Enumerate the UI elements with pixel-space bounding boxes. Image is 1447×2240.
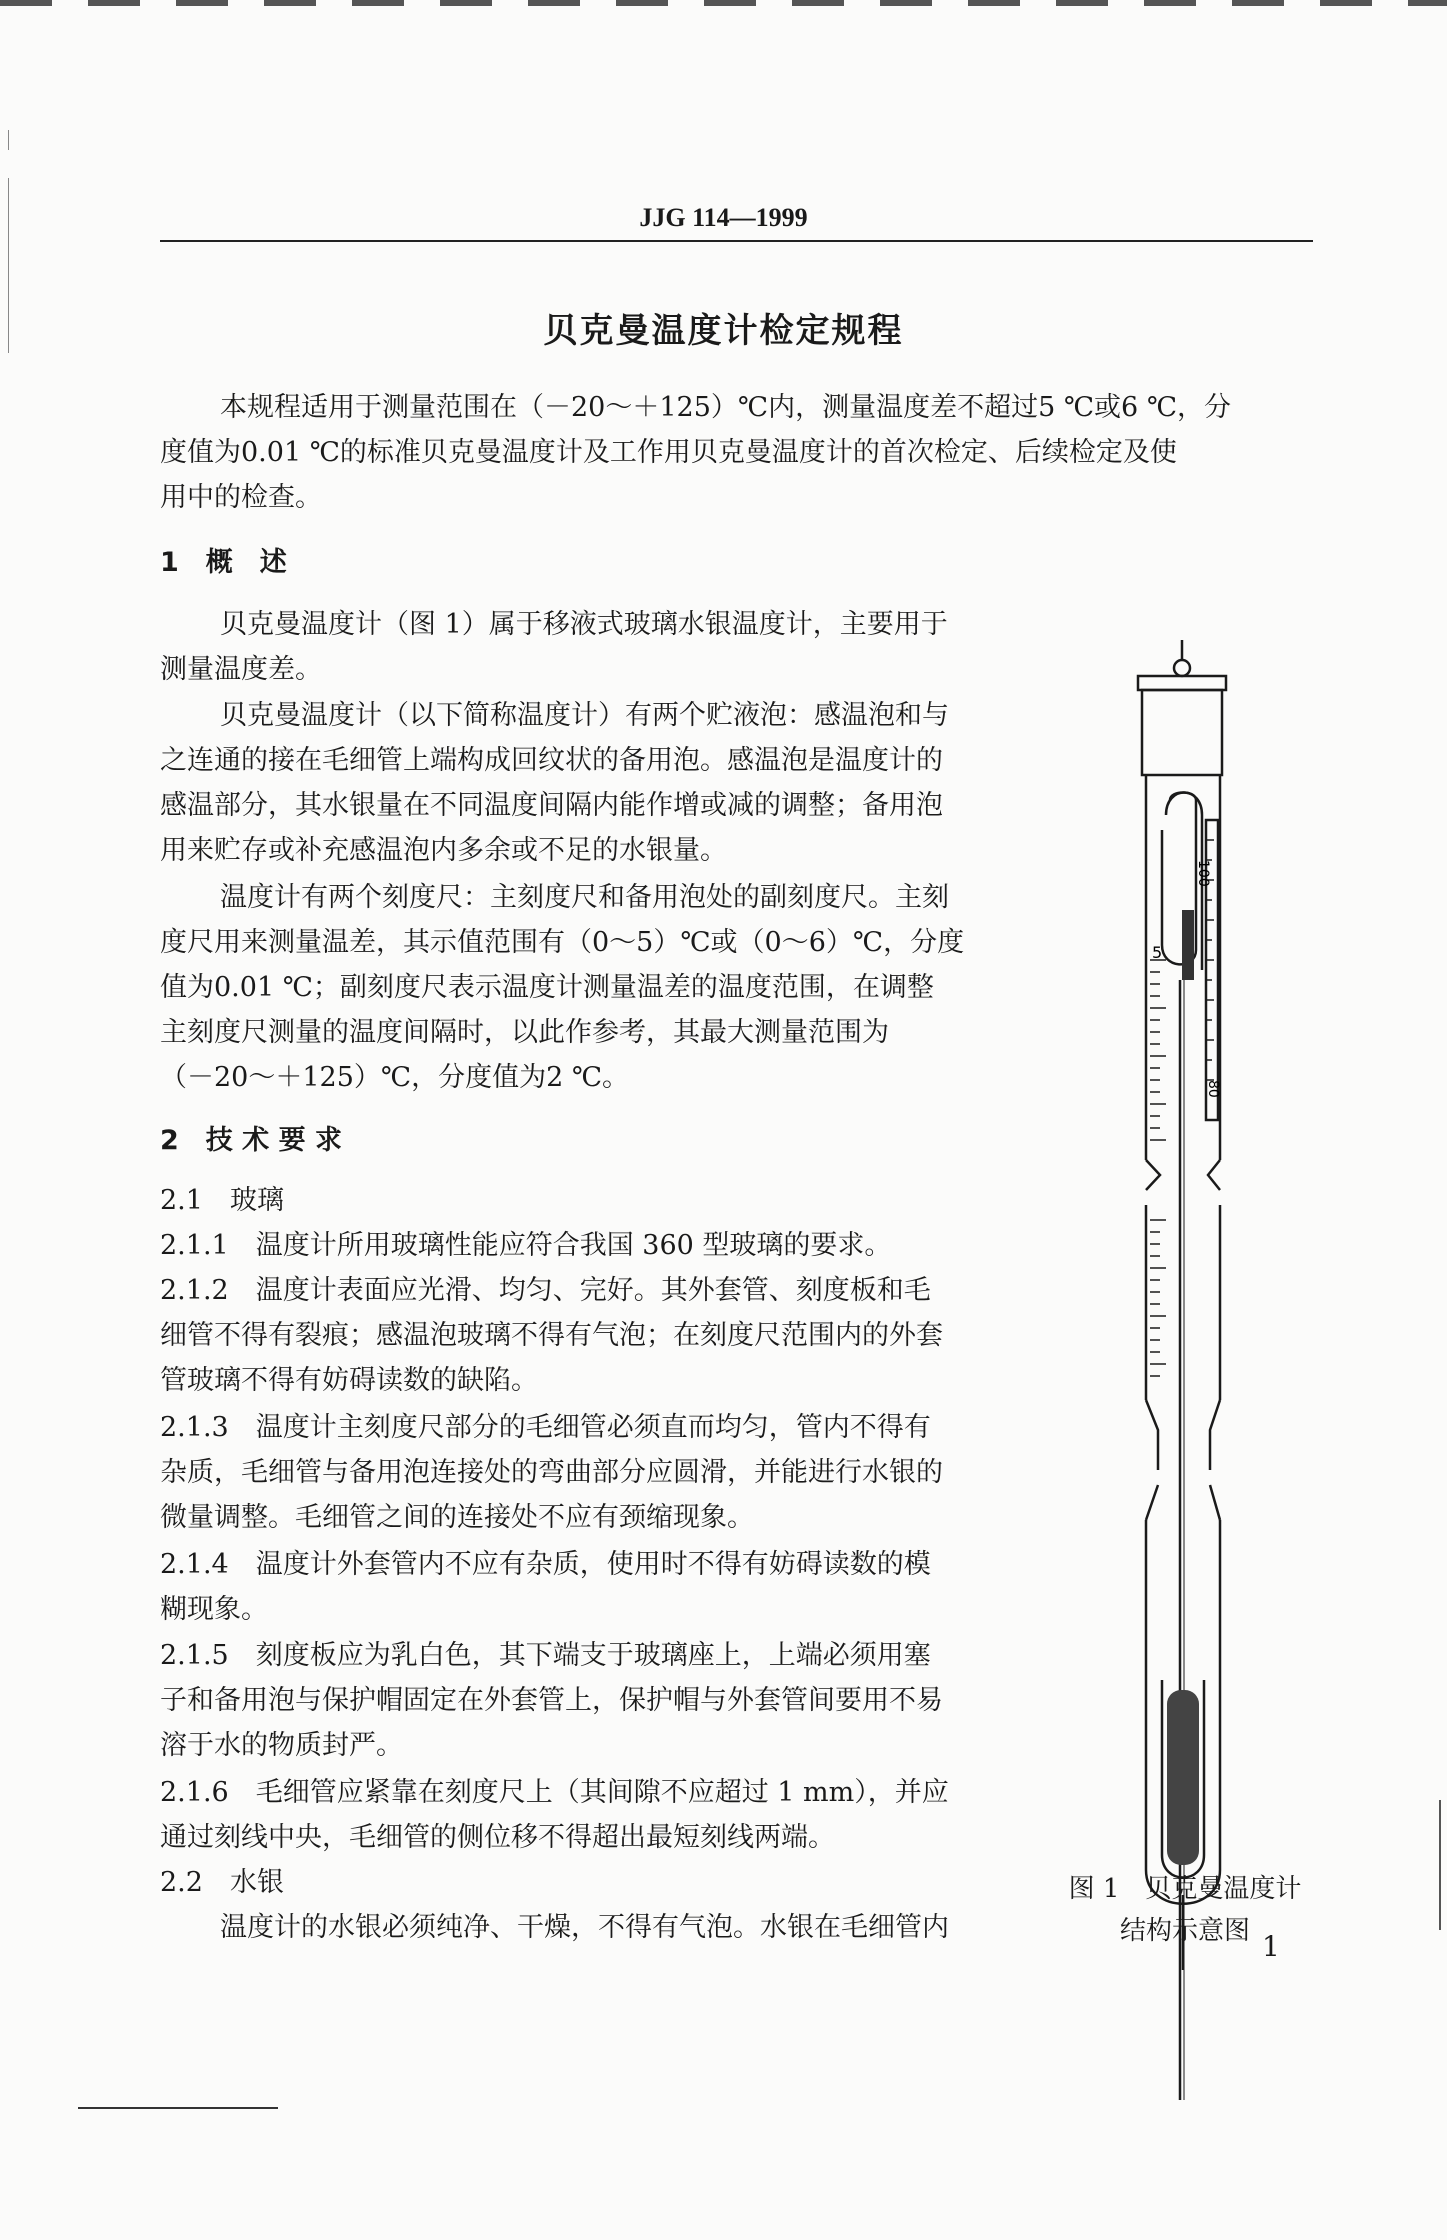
item-2-1-6-line-1: 2.1.6 毛细管应紧靠在刻度尺上（其间隙不应超过 1 mm），并应 — [160, 1777, 949, 1808]
item-2-1-2-line-2: 细管不得有裂痕；感温泡玻璃不得有气泡；在刻度尺范围内的外套 — [160, 1320, 943, 1351]
scan-edge-mark — [8, 130, 9, 150]
item-2-1-4-line-2: 糊现象。 — [160, 1594, 268, 1625]
s1-para1-line-1: 贝克曼温度计（图 1）属于移液式玻璃水银温度计，主要用于 — [220, 609, 948, 640]
s1-para2-line-3: 感温部分，其水银量在不同温度间隔内能作增或减的调整；备用泡 — [160, 790, 943, 821]
subsection-2-2-heading: 2.2 水银 — [160, 1867, 284, 1898]
s2-2-para-line-1: 温度计的水银必须纯净、干燥，不得有气泡。水银在毛细管内 — [220, 1912, 949, 1943]
footer-rule — [78, 2107, 278, 2109]
subsection-2-1-heading: 2.1 玻璃 — [160, 1185, 284, 1216]
intro-line-1: 本规程适用于测量范围在（－20～＋125）℃内，测量温度差不超过5 ℃或6 ℃，分 — [220, 392, 1232, 423]
page-number: 1 — [1262, 1930, 1280, 1963]
section-2-heading: 2 技 术 要 求 — [160, 1125, 342, 1156]
item-2-1-3-line-1: 2.1.3 温度计主刻度尺部分的毛细管必须直而均匀，管内不得有 — [160, 1412, 931, 1443]
s1-para3-line-3: 值为0.01 ℃；副刻度尺表示温度计测量温差的温度范围，在调整 — [160, 972, 934, 1003]
item-2-1-6-line-2: 通过刻线中央，毛细管的侧位移不得超出最短刻线两端。 — [160, 1822, 835, 1853]
item-2-1-5-line-3: 溶于水的物质封严。 — [160, 1730, 403, 1761]
item-2-1-5-line-2: 子和备用泡与保护帽固定在外套管上，保护帽与外套管间要用不易 — [160, 1685, 943, 1716]
intro-line-2: 度值为0.01 ℃的标准贝克曼温度计及工作用贝克曼温度计的首次检定、后续检定及使 — [160, 437, 1177, 468]
s1-para1-line-2: 测量温度差。 — [160, 654, 322, 685]
aux-scale-label-mid: 80 — [1205, 1080, 1221, 1098]
figure-caption-line-2: 结构示意图 — [1119, 1916, 1250, 1946]
item-2-1-5-line-1: 2.1.5 刻度板应为乳白色，其下端支于玻璃座上，上端必须用塞 — [160, 1640, 931, 1671]
s1-para3-line-1: 温度计有两个刻度尺：主刻度尺和备用泡处的副刻度尺。主刻 — [220, 882, 949, 913]
s1-para3-line-5: （－20～＋125）℃，分度值为2 ℃。 — [160, 1062, 630, 1093]
section-1-heading: 1 概 述 — [160, 547, 287, 578]
s1-para2-line-2: 之连通的接在毛细管上端构成回纹状的备用泡。感温泡是温度计的 — [160, 745, 943, 776]
header-rule — [160, 240, 1313, 242]
aux-scale-label-top: 100 — [1195, 860, 1211, 887]
standard-code: JJG 114—1999 — [639, 203, 808, 232]
item-2-1-2-line-1: 2.1.2 温度计表面应光滑、均匀、完好。其外套管、刻度板和毛 — [160, 1275, 931, 1306]
scan-dash-border — [0, 0, 1447, 6]
item-2-1-1-line-1: 2.1.1 温度计所用玻璃性能应符合我国 360 型玻璃的要求。 — [160, 1230, 892, 1261]
item-2-1-3-line-3: 微量调整。毛细管之间的连接处不应有颈缩现象。 — [160, 1502, 754, 1533]
s1-para2-line-1: 贝克曼温度计（以下简称温度计）有两个贮液泡：感温泡和与 — [220, 700, 949, 731]
intro-line-3: 用中的检查。 — [160, 482, 322, 513]
item-2-1-4-line-1: 2.1.4 温度计外套管内不应有杂质，使用时不得有妨碍读数的模 — [160, 1549, 931, 1580]
scan-edge-mark — [1439, 1800, 1441, 1930]
s1-para3-line-4: 主刻度尺测量的温度间隔时，以此作参考，其最大测量范围为 — [160, 1017, 889, 1048]
s1-para2-line-4: 用来贮存或补充感温泡内多余或不足的水银量。 — [160, 835, 727, 866]
s1-para3-line-2: 度尺用来测量温差，其示值范围有（0～5）℃或（0～6）℃，分度 — [160, 927, 965, 958]
item-2-1-2-line-3: 管玻璃不得有妨碍读数的缺陷。 — [160, 1365, 538, 1396]
figure-caption-line-1: 图 1 贝克曼温度计 — [1068, 1874, 1302, 1904]
beckmann-thermometer-figure — [1100, 640, 1310, 2240]
main-scale-label: 5 — [1152, 943, 1163, 962]
document-title: 贝克曼温度计检定规程 — [543, 311, 904, 351]
item-2-1-3-line-2: 杂质，毛细管与备用泡连接处的弯曲部分应圆滑，并能进行水银的 — [160, 1457, 943, 1488]
